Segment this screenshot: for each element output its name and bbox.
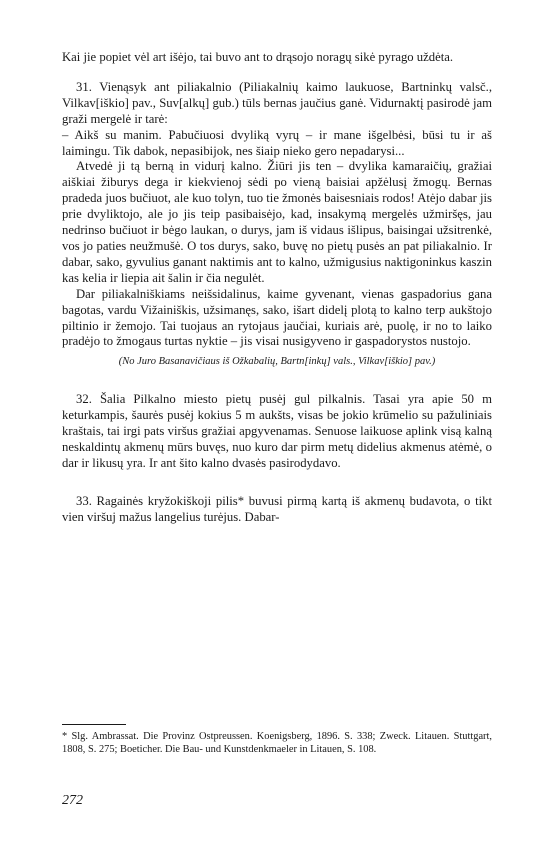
paragraph-31: 31. Vienąsyk ant piliakalnio (Piliakalnių kaimo laukuose, Bartninkų valsč., Vilkav[iškio] pav., Suv[alkų] gub.) tūls bernas jaučius ganė. Vidurnaktį pasirodė jam graži mergelė ir tarė: xyxy=(62,79,492,126)
footnote: * Slg. Ambrassat. Die Provinz Ostpreussen. Koenigsberg, 1896. S. 338; Zweck. Litauen. Stuttgart, 1808, S. 275; Boeticher. Die Bau- und Kunstdenkmaeler in Litauen, S. 108. xyxy=(62,731,492,756)
paragraph-32: 32. Šalia Pilkalno miesto pietų pusėj gul pilkalnis. Tasai yra apie 50 m keturkampis, šaurės pusėj kokius 5 m aukšts, visas be jokio krūmelio su pažuliniais kraštais, tai irgi pats viršus gražiai apgyvenamas. Senuose laikuose aplink visą kalną neskaldintų akmenų mūrs buvęs, nuo kuro dar pirm metų didelius akmenus atėmė, o dar ir likusų yra. Ir ant šito kalno dvasės pasirodydavo. xyxy=(62,392,492,470)
page-number: 272 xyxy=(62,793,83,808)
body-text xyxy=(62,50,492,526)
paragraph-31-story: Atvedė ji tą berną in vidurį kalno. Žiūri jis ten – dvylika kamaraičių, gražiai aiškiai žiburys dega ir kiekvienoj sėdi po vieną baisiai apžėlusį žmogų. Bernas pradeda juos bučiuot, ale kuo tolyn, tuo tie žmonės baisesniais rodos! Atėjo dabar jis prie dvyliktojo, ale jo jis teip pasibaisėjo, kad, insakymą mergelės užmiršęs, jau nedrinso bučiuot ir bėgo laukan, o durys, jam iš vidaus išlipus, baisingai užsitrenkė, vos jo paties neužmušė. O tos durys, sako, buvę no pietų pusės an pat piliakalnio. Ir dabar, sako, gyvulius ganant naktimis ant to kalno, užmigusius naktigoninkus kaszin kas kelia ir liepia ait šalin ir čia negulėt. xyxy=(62,159,492,285)
paragraph-33: 33. Ragainės kryžokiškoji pilis* buvusi pirmą kartą iš akmenų budavota, o tikt vien viršuj mažus langelius turėjus. Dabar- xyxy=(62,493,492,524)
paragraph-31-continuation: Dar piliakalniškiams neišsidalinus, kaime gyvenant, vienas gaspadorius gana bagotas, vardu Vižainiškis, užsimanęs, sako, išart didelį plotą to kalno terp aukštojo piltinio ir žemojo. Tai tuojaus an rytojaus jaučiai, kuriais arė, puolę, ir no to laiko pradėjo to žmogaus turtas nyktie – jis visai nusigyveno ir gaspadorystos nustojo. xyxy=(62,286,492,349)
paragraph-31-speech: – Aikš su manim. Pabučiuosi dvyliką vyrų – ir mane išgelbėsi, būsi tu ir aš laimingu. Tik dabok, nepasibijok, nes šiaip nieko gero nepadarysi... xyxy=(62,127,492,158)
paragraph-30-ending: Kai jie popiet vėl art išėjo, tai buvo ant to drąsojo noragų sikė pyrago uždėta. xyxy=(62,50,454,64)
footnote-divider xyxy=(62,724,126,725)
source-note: (No Juro Basanavičiaus iš Ožkabalių, Bartn[inkų] vals., Vilkav[iškio] pav.) xyxy=(118,356,436,368)
